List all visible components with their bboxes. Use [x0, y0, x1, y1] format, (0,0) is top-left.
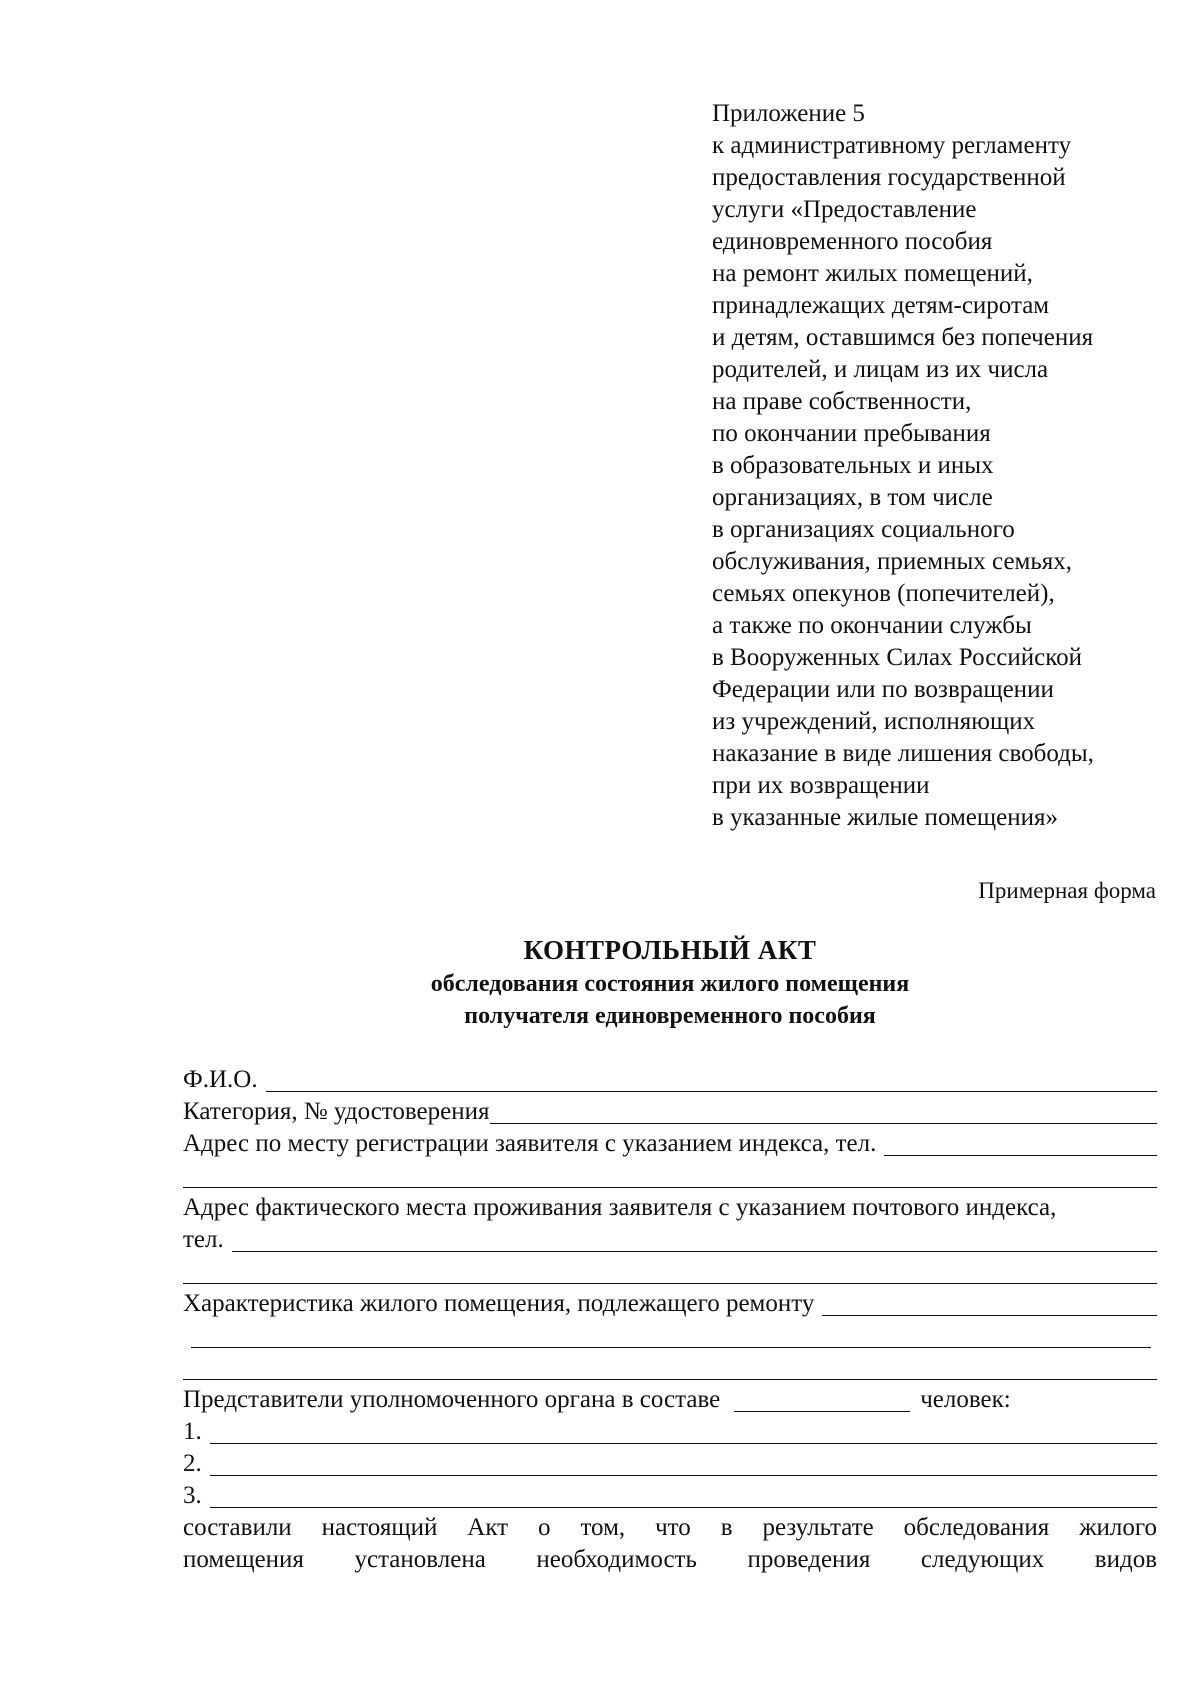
- representatives-label: Представители уполномоченного органа в составе: [183, 1386, 721, 1413]
- fio-row: [183, 1064, 1157, 1096]
- reg-address-continuation: [183, 1160, 1157, 1192]
- conclusion-line-1: составили настоящий Акт о том, что в результате обследования жилого: [183, 1514, 1157, 1541]
- appendix-line: Приложение 5: [712, 100, 865, 127]
- appendix-line: услуги «Предоставление: [712, 196, 977, 223]
- appendix-line: в организациях социального: [712, 516, 1015, 543]
- appendix-line: а также по окончании службы: [712, 612, 1032, 639]
- actual-address-label: Адрес фактического места проживания заявителя с указанием почтового индекса,: [183, 1194, 1057, 1221]
- member-number: 3.: [183, 1482, 202, 1509]
- actual-address-field[interactable]: [232, 1229, 1157, 1252]
- dwelling-continuation-2: [183, 1352, 1157, 1384]
- member-number: 2.: [183, 1450, 202, 1477]
- title-subtitle-2: получателя единовременного пособия: [464, 1003, 876, 1029]
- actual-address-continuation: [183, 1256, 1157, 1288]
- fio-field[interactable]: [266, 1069, 1157, 1092]
- appendix-line: семьях опекунов (попечителей),: [712, 580, 1055, 607]
- appendix-line: по окончании пребывания: [712, 420, 991, 447]
- appendix-line: наказание в виде лишения свободы,: [712, 740, 1094, 767]
- reg-address-label: Адрес по месту регистрации заявителя с указанием индекса, тел.: [183, 1130, 877, 1157]
- dwelling-row: [183, 1288, 1157, 1320]
- conclusion-line-2: помещения установлена необходимость проведения следующих видов: [183, 1546, 1157, 1573]
- inspection-form: [183, 1064, 1157, 1576]
- member-field-3[interactable]: [210, 1485, 1157, 1508]
- member-row-2: [183, 1448, 1157, 1480]
- dwelling-field-2[interactable]: [191, 1325, 1151, 1348]
- representatives-row: [183, 1384, 1157, 1416]
- member-row-3: [183, 1480, 1157, 1512]
- dwelling-field-3[interactable]: [183, 1357, 1157, 1380]
- dwelling-continuation: [183, 1320, 1157, 1352]
- actual-address-field-2[interactable]: [183, 1261, 1157, 1284]
- phone-row: [183, 1224, 1157, 1256]
- reg-address-row: [183, 1128, 1157, 1160]
- fio-label: Ф.И.О.: [183, 1066, 258, 1093]
- category-row: [183, 1096, 1157, 1128]
- appendix-line: родителей, и лицам из их числа: [712, 356, 1049, 383]
- appendix-line: предоставления государственной: [712, 164, 1066, 191]
- appendix-line: к административному регламенту: [712, 132, 1072, 159]
- reg-address-field-2[interactable]: [183, 1165, 1157, 1188]
- member-number: 1.: [183, 1418, 202, 1445]
- title-subtitle-1: обследования состояния жилого помещения: [430, 971, 910, 997]
- appendix-line: обслуживания, приемных семьях,: [712, 548, 1073, 575]
- member-row-1: [183, 1416, 1157, 1448]
- appendix-line: и детям, оставшимся без попечения: [712, 324, 1094, 351]
- category-label: Категория, № удостоверения: [183, 1098, 490, 1125]
- appendix-line: единовременного пособия: [712, 228, 993, 255]
- title-main: КОНТРОЛЬНЫЙ АКТ: [523, 935, 817, 965]
- appendix-line: организациях, в том числе: [712, 484, 993, 511]
- appendix-line: в образовательных и иных: [712, 452, 994, 479]
- dwelling-label: Характеристика жилого помещения, подлежащего ремонту: [183, 1290, 815, 1317]
- member-field-2[interactable]: [210, 1453, 1157, 1476]
- appendix-line: на ремонт жилых помещений,: [712, 260, 1033, 287]
- appendix-line: в указанные жилые помещения»: [712, 804, 1058, 831]
- representatives-suffix: человек:: [920, 1386, 1011, 1413]
- appendix-line: принадлежащих детям-сиротам: [712, 292, 1050, 319]
- category-field[interactable]: [490, 1101, 1158, 1124]
- representatives-count-field[interactable]: [734, 1389, 910, 1412]
- sample-form-label: Примерная форма: [978, 878, 1156, 903]
- member-field-1[interactable]: [210, 1421, 1157, 1444]
- actual-address-row: [183, 1192, 1157, 1224]
- appendix-header: [712, 98, 1182, 834]
- appendix-line: при их возвращении: [712, 772, 930, 799]
- dwelling-field[interactable]: [822, 1293, 1157, 1316]
- appendix-line: на праве собственности,: [712, 388, 972, 415]
- appendix-line: в Вооруженных Силах Российской: [712, 644, 1082, 671]
- reg-address-field[interactable]: [884, 1133, 1157, 1156]
- appendix-line: Федерации или по возвращении: [712, 676, 1054, 703]
- document-title: [180, 932, 1160, 1032]
- appendix-line: из учреждений, исполняющих: [712, 708, 1036, 735]
- phone-label: тел.: [183, 1226, 224, 1253]
